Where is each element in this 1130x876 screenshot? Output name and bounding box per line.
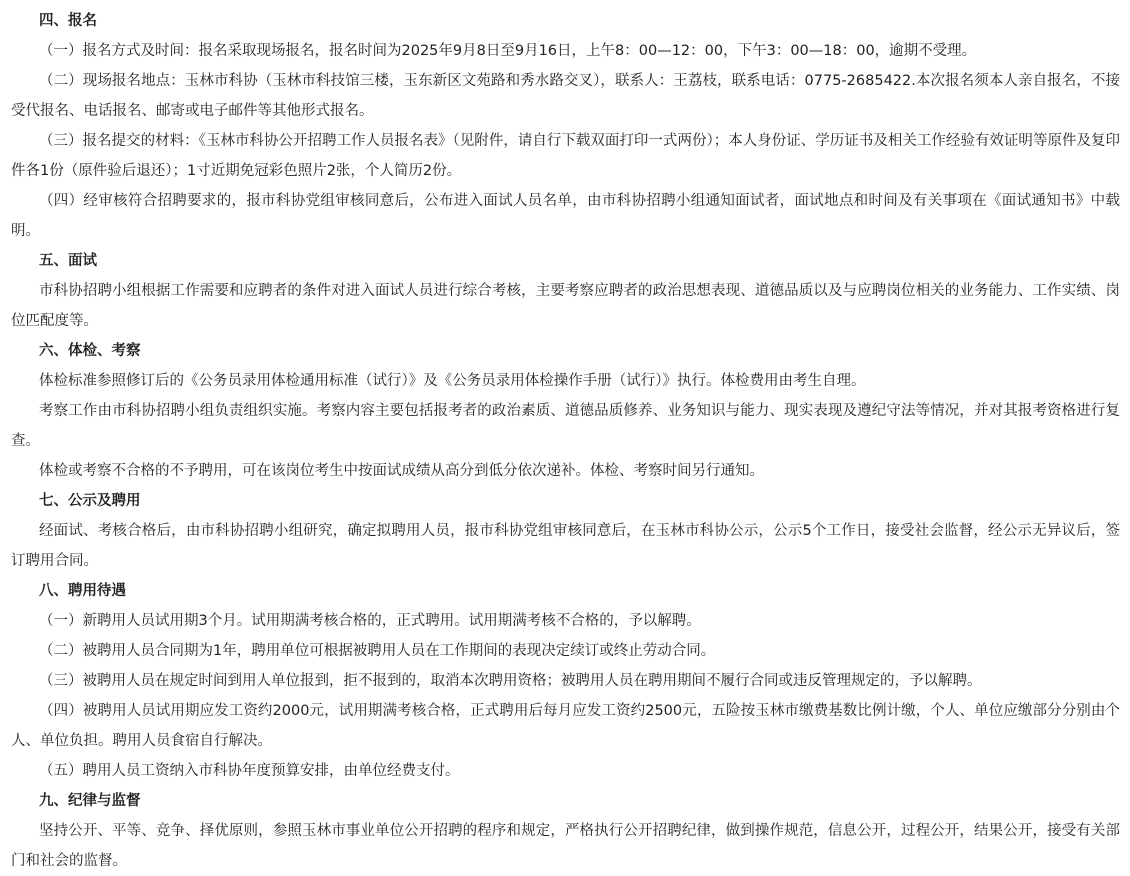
paragraph: （四）经审核符合招聘要求的，报市科协党组审核同意后，公布进入面试人员名单，由市科协招聘小组通知面试者，面试地点和时间及有关事项在《面试通知书》中载明。	[11, 193, 1120, 239]
paragraph: （五）聘用人员工资纳入市科协年度预算安排，由单位经费支付。	[39, 763, 460, 779]
paragraph: （一）新聘用人员试用期3个月。试用期满考核合格的，正式聘用。试用期满考核不合格的，予以解聘。	[39, 613, 701, 629]
paragraph: 体检或考察不合格的不予聘用，可在该岗位考生中按面试成绩从高分到低分依次递补。体检、考察时间另行通知。	[39, 463, 764, 479]
paragraph: （二）被聘用人员合同期为1年，聘用单位可根据被聘用人员在工作期间的表现决定续订或终止劳动合同。	[39, 643, 716, 659]
paragraph: 体检标准参照修订后的《公务员录用体检通用标准（试行）》及《公务员录用体检操作手册（试行）》执行。体检费用由考生自理。	[39, 373, 866, 389]
paragraph: （一）报名方式及时间：报名采取现场报名，报名时间为2025年9月8日至9月16日，上午8：00—12：00，下午3：00—18：00，逾期不受理。	[39, 43, 977, 59]
paragraph: （四）被聘用人员试用期应发工资约2000元，试用期满考核合格，正式聘用后每月应发工资约2500元，五险按玉林市缴费基数比例计缴，个人、单位应缴部分分别由个人、单位负担。聘用人员食宿自行解决。	[11, 703, 1120, 749]
section-heading: 五、面试	[39, 253, 97, 269]
paragraph: 经面试、考核合格后，由市科协招聘小组研究，确定拟聘用人员，报市科协党组审核同意后，在玉林市科协公示，公示5个工作日，接受社会监督，经公示无异议后，签订聘用合同。	[11, 523, 1120, 569]
paragraph: （二）现场报名地点：玉林市科协（玉林市科技馆三楼，玉东新区文苑路和秀水路交叉），联系人：王荔枝，联系电话：0775-2685422.本次报名须本人亲自报名，不接受代报名、电话报名、邮寄或电子邮件等其他形式报名。	[11, 73, 1120, 119]
paragraph: （三）报名提交的材料：《玉林市科协公开招聘工作人员报名表》（见附件，请自行下载双面打印一式两份）；本人身份证、学历证书及相关工作经验有效证明等原件及复印件各1份（原件验后退还）；1寸近期免冠彩色照片2张，个人简历2份。	[11, 133, 1120, 179]
paragraph: 坚持公开、平等、竞争、择优原则，参照玉林市事业单位公开招聘的程序和规定，严格执行公开招聘纪律，做到操作规范，信息公开，过程公开，结果公开，接受有关部门和社会的监督。	[11, 823, 1120, 869]
section-heading: 八、聘用待遇	[39, 583, 126, 599]
section-heading: 六、体检、考察	[39, 343, 141, 359]
paragraph: 考察工作由市科协招聘小组负责组织实施。考察内容主要包括报考者的政治素质、道德品质修养、业务知识与能力、现实表现及遵纪守法等情况，并对其报考资格进行复查。	[11, 403, 1120, 449]
section-heading: 七、公示及聘用	[39, 493, 141, 509]
paragraph: （三）被聘用人员在规定时间到用人单位报到，拒不报到的，取消本次聘用资格；被聘用人员在聘用期间不履行合同或违反管理规定的，予以解聘。	[39, 673, 982, 689]
section-heading: 四、报名	[39, 13, 97, 29]
section-heading: 九、纪律与监督	[39, 793, 141, 809]
paragraph: 市科协招聘小组根据工作需要和应聘者的条件对进入面试人员进行综合考核，主要考察应聘者的政治思想表现、道德品质以及与应聘岗位相关的业务能力、工作实绩、岗位匹配度等。	[11, 283, 1120, 329]
